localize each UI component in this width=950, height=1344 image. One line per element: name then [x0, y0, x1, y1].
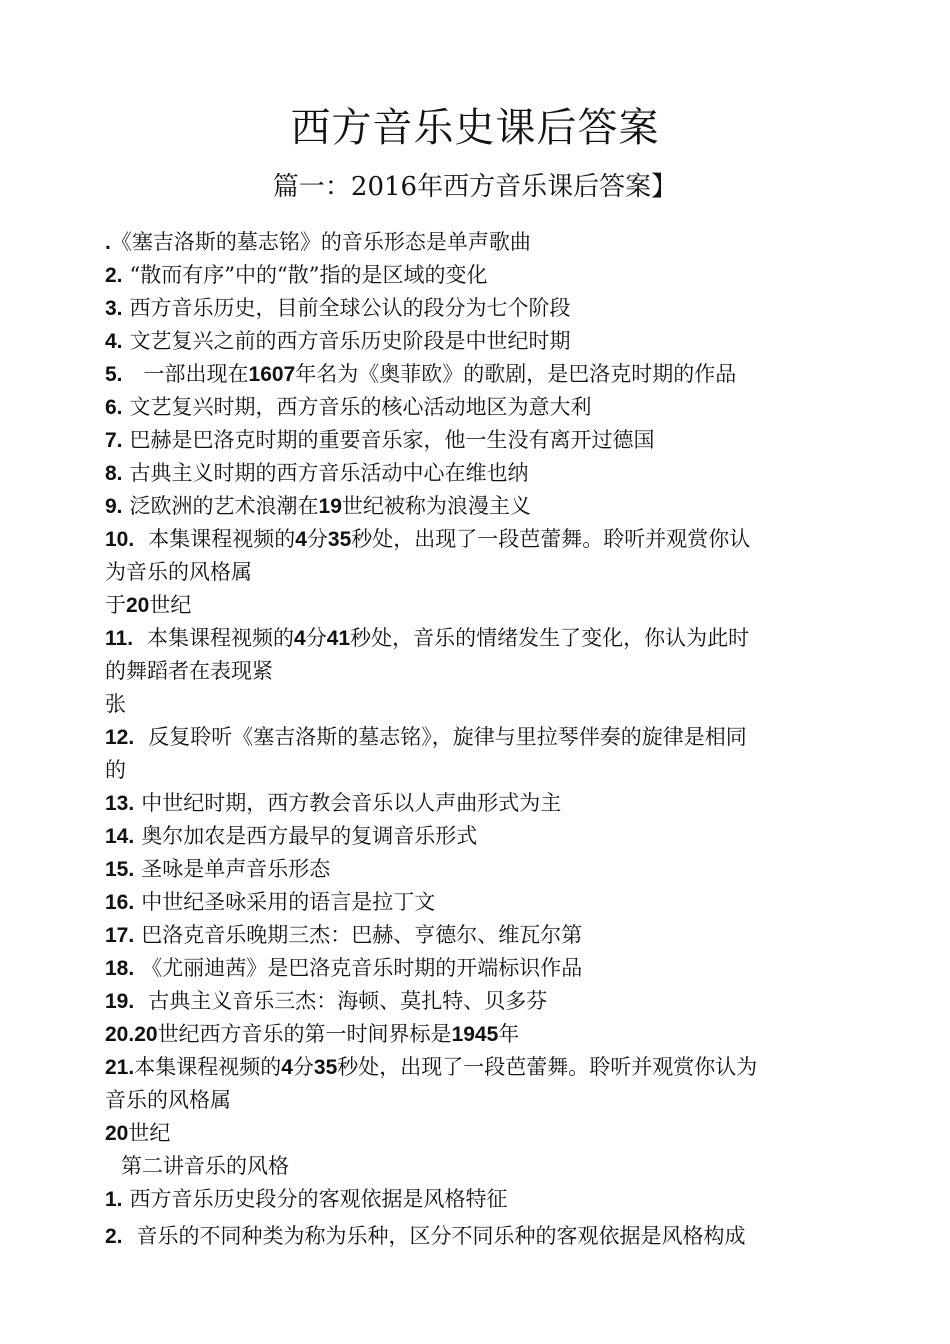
list-item: 11. 本集课程视频的4分41秒处，音乐的情绪发生了变化，你认为此时	[105, 626, 750, 650]
list-item: 3. 西方音乐历史，目前全球公认的段分为七个阶段	[105, 296, 571, 320]
section-heading: 第二讲音乐的风格	[121, 1154, 289, 1178]
list-item-continuation: 音乐的风格属	[105, 1088, 231, 1112]
list-item: 2. 音乐的不同种类为称为乐种，区分不同乐种的客观依据是风格构成	[105, 1224, 746, 1248]
list-item-continuation: 的舞蹈者在表现紧	[105, 659, 273, 683]
list-item: 15. 圣咏是单声音乐形态	[105, 857, 331, 881]
document-title: 西方音乐史课后答案	[290, 105, 660, 151]
list-item: 8. 古典主义时期的西方音乐活动中心在维也纳	[105, 461, 529, 485]
list-item: 21.本集课程视频的4分35秒处，出现了一段芭蕾舞。聆听并观赏你认为	[105, 1055, 758, 1079]
document-subtitle: 篇一：2016年西方音乐课后答案】	[272, 172, 678, 202]
list-item: 12. 反复聆听《塞吉洛斯的墓志铭》，旋律与里拉琴伴奏的旋律是相同	[105, 725, 747, 749]
list-item: 6. 文艺复兴时期，西方音乐的核心活动地区为意大利	[105, 395, 592, 419]
list-item: 4. 文艺复兴之前的西方音乐历史阶段是中世纪时期	[105, 329, 571, 353]
list-item: .《塞吉洛斯的墓志铭》的音乐形态是单声歌曲	[105, 230, 531, 254]
list-item-continuation: 于20世纪	[105, 593, 192, 617]
list-item: 2. “散而有序”中的“散”指的是区域的变化	[105, 263, 488, 287]
list-item: 5. 一部出现在1607年名为《奥菲欧》的歌剧，是巴洛克时期的作品	[105, 362, 737, 386]
list-item: 9. 泛欧洲的艺术浪潮在19世纪被称为浪漫主义	[105, 494, 531, 518]
list-item-continuation: 为音乐的风格属	[105, 560, 252, 584]
list-item: 14. 奥尔加农是西方最早的复调音乐形式	[105, 824, 478, 848]
list-item: 1. 西方音乐历史段分的客观依据是风格特征	[105, 1187, 508, 1211]
list-item: 7. 巴赫是巴洛克时期的重要音乐家，他一生没有离开过德国	[105, 428, 655, 452]
answer-list	[105, 226, 865, 1253]
list-item: 18. 《尤丽迪茜》是巴洛克音乐时期的开端标识作品	[105, 956, 583, 980]
list-item-continuation: 20世纪	[105, 1121, 171, 1145]
list-item-continuation: 张	[105, 692, 126, 716]
list-item: 17. 巴洛克音乐晚期三杰：巴赫、亨德尔、维瓦尔第	[105, 923, 583, 947]
list-item: 16. 中世纪圣咏采用的语言是拉丁文	[105, 890, 436, 914]
list-item: 19. 古典主义音乐三杰：海顿、莫扎特、贝多芬	[105, 989, 548, 1013]
list-item: 13. 中世纪时期，西方教会音乐以人声曲形式为主	[105, 791, 562, 815]
list-item: 10. 本集课程视频的4分35秒处，出现了一段芭蕾舞。聆听并观赏你认	[105, 527, 751, 551]
list-item: 20.20世纪西方音乐的第一时间界标是1945年	[105, 1022, 520, 1046]
list-item-continuation: 的	[105, 758, 126, 782]
